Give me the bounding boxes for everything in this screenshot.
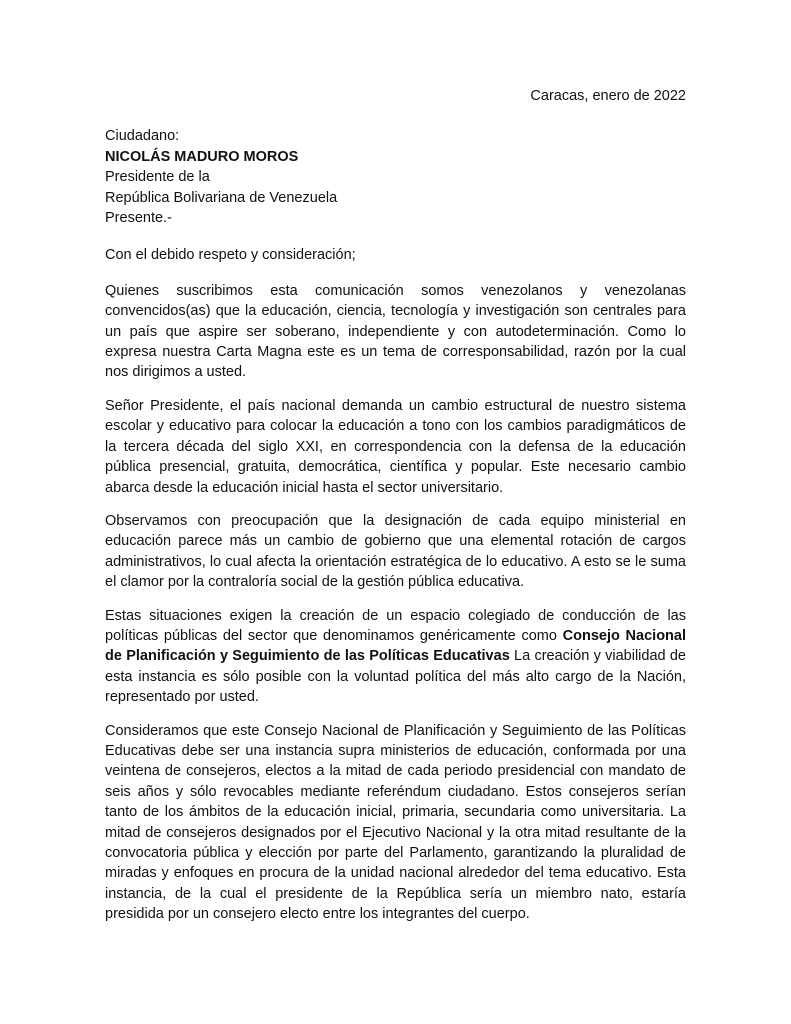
recipient-presente: Presente.- — [105, 210, 172, 227]
paragraph — [105, 511, 686, 593]
recipient-institution: República Bolivariana de Venezuela — [105, 189, 338, 206]
paragraph — [105, 396, 686, 498]
recipient-block — [105, 126, 686, 228]
paragraph-bold-segment: Consejo Nacional de Planificación y Seguimiento de las Políticas Educativas — [105, 627, 686, 665]
paragraph — [105, 606, 686, 708]
greeting-line: Con el debido respeto y consideración; — [105, 247, 356, 264]
paragraph — [105, 281, 686, 383]
paragraph-segment: Observamos con preocupación que la designación de cada equipo ministerial en educación parece más un cambio de gobierno que una elemental rotación de cargos administrativos, lo cual afecta la orientación estratégica de lo educativo. A esto se le suma el clamor por la contraloría social de la gestión pública educativa. — [105, 512, 686, 591]
paragraph-segment: Señor Presidente, el país nacional demanda un cambio estructural de nuestro sistema escolar y educativo para colocar la educación a tono con los cambios paradigmáticos de la tercera década del siglo XXI, en correspondencia con la defensa de la educación pública presencial, gratuita, democrática, científica y popular. Este necesario cambio abarca desde la educación inicial hasta el sector universitario. — [105, 397, 686, 496]
paragraph-segment: Consideramos que este Consejo Nacional de Planificación y Seguimiento de las Políticas Educativas debe ser una instancia supra ministerios de educación, conformada por una veintena de consejeros, electos a la mitad de cada periodo presidencial con mandato de seis años y sólo revocables mediante referéndum ciudadano. Estos consejeros serían tanto de los ámbitos de la educación inicial, primaria, secundaria como universitaria. La mitad de consejeros designados por el Ejecutivo Nacional y la otra mitad resultante de la convocatoria pública y elección por parte del Parlamento, garantizando la pluralidad de miradas y enfoques en procura de la unidad nacional alrededor del tema educativo. Esta instancia, de la cual el presidente de la República sería un miembro nato, estaría presidida por un consejero electo entre los integrantes del cuerpo. — [105, 722, 686, 923]
paragraph-segment: Estas situaciones exigen la creación de un espacio colegiado de conducción de las políticas públicas del sector que denominamos genéricamente como — [105, 607, 686, 644]
paragraph — [105, 721, 686, 925]
letter-body — [105, 281, 686, 925]
recipient-salutation: Ciudadano: — [105, 128, 180, 145]
date-line: Caracas, enero de 2022 — [530, 88, 686, 104]
paragraph-segment: Quienes suscribimos esta comunicación somos venezolanos y venezolanas convencidos(as) que la educación, ciencia, tecnología y investigación son centrales para un país que aspire ser soberano, independiente y con autodeterminación. Como lo expresa nuestra Carta Magna este es un tema de corresponsabilidad, razón por la cual nos dirigimos a usted. — [105, 282, 686, 381]
recipient-name: NICOLÁS MADURO MOROS — [105, 148, 299, 165]
recipient-title: Presidente de la — [105, 169, 210, 186]
paragraph-segment: La creación y viabilidad de esta instancia es sólo posible con la voluntad política del más alto cargo de la Nación, representado por usted. — [105, 648, 686, 706]
